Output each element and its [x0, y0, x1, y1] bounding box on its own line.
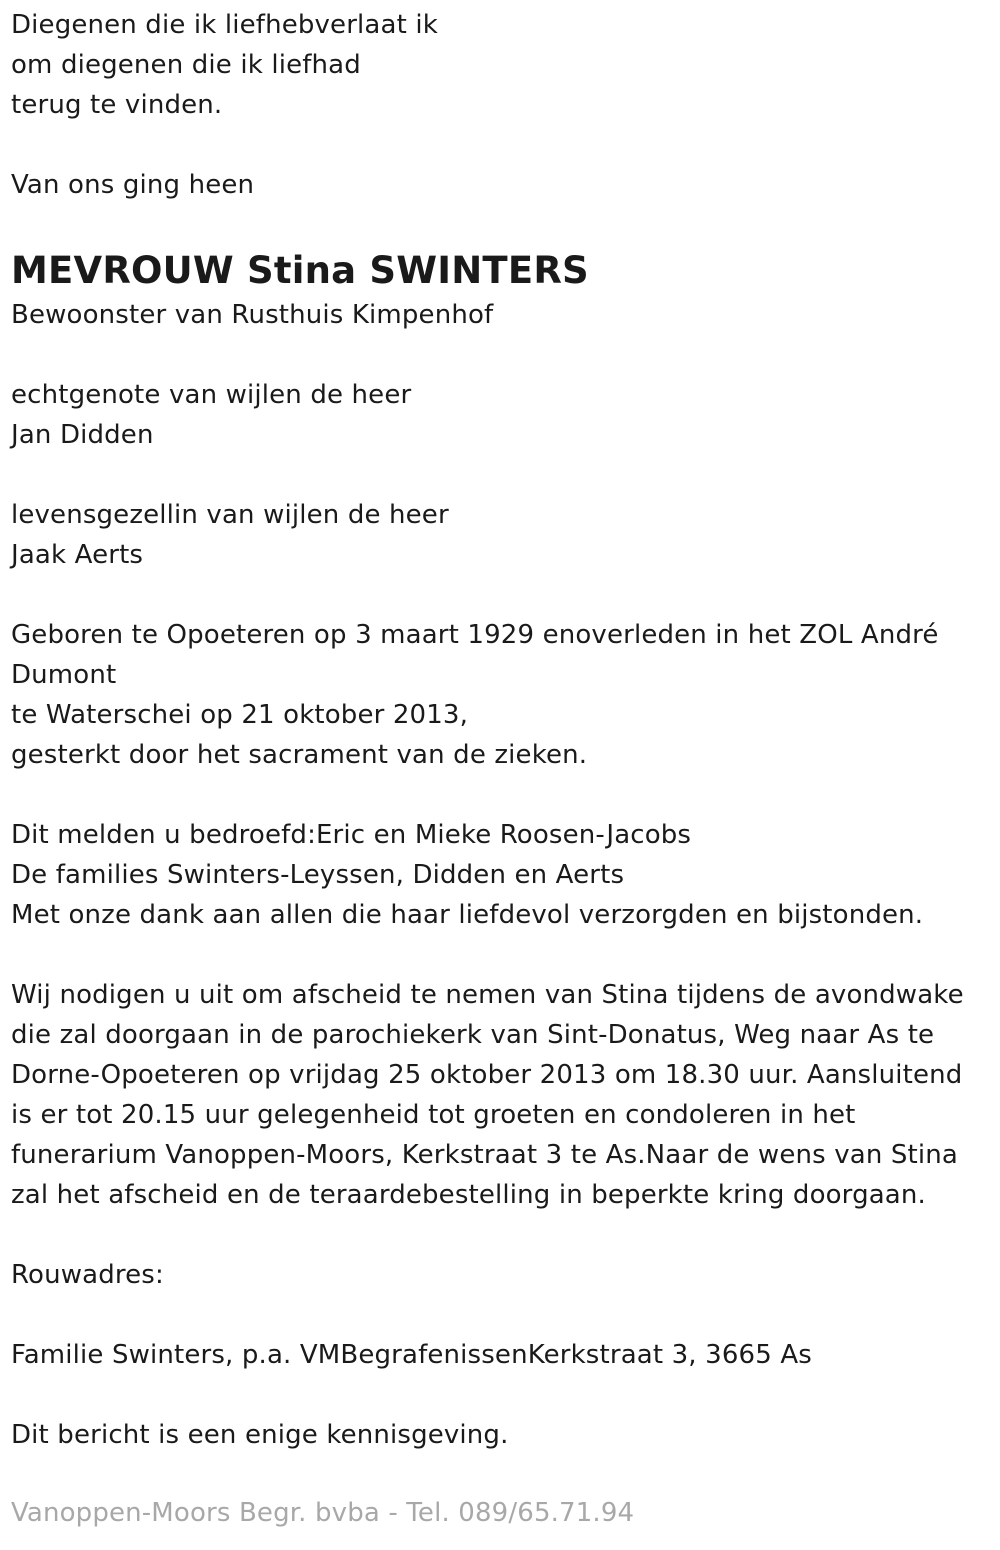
announcers-line-1: Dit melden u bedroefd:Eric en Mieke Roosen-Jacobs [11, 820, 692, 850]
farewell-line-5: funerarium Vanoppen-Moors, Kerkstraat 3 te As.Naar de wens van Stina [11, 1140, 958, 1170]
spacer [11, 335, 986, 375]
partner-name: Jaak Aerts [11, 540, 144, 570]
poem-line-3: terug te vinden. [11, 90, 223, 120]
notice-text: Dit bericht is een enige kennisgeving. [11, 1420, 509, 1450]
announcers-line-3: Met onze dank aan allen die haar liefdevol verzorgden en bijstonden. [11, 900, 924, 930]
farewell-line-1: Wij nodigen u uit om afscheid te nemen van Stina tijdens de avondwake [11, 980, 964, 1010]
address-label: Rouwadres: [11, 1260, 164, 1290]
spacer [11, 775, 986, 815]
spacer [11, 455, 986, 495]
deceased-residence: Bewoonster van Rusthuis Kimpenhof [11, 300, 494, 330]
address-value: Familie Swinters, p.a. VMBegrafenissenKerkstraat 3, 3665 As [11, 1340, 812, 1370]
funeral-home-footer: Vanoppen-Moors Begr. bvba - Tel. 089/65.71.94 [11, 1498, 635, 1528]
spacer [11, 1375, 986, 1415]
spacer [11, 125, 986, 165]
partner-label: levensgezellin van wijlen de heer [11, 500, 449, 530]
spacer [11, 575, 986, 615]
announcers-line-2: De families Swinters-Leyssen, Didden en Aerts [11, 860, 625, 890]
birth-death-line-4: gesterkt door het sacrament van de zieken. [11, 740, 588, 770]
deceased-name: MEVROUW Stina SWINTERS [11, 249, 589, 292]
farewell-line-2: die zal doorgaan in de parochiekerk van Sint-Donatus, Weg naar As te [11, 1020, 935, 1050]
intro-text: Van ons ging heen [11, 170, 255, 200]
spacer [11, 1295, 986, 1335]
birth-death-line-3: te Waterschei op 21 oktober 2013, [11, 700, 469, 730]
spouse-label: echtgenote van wijlen de heer [11, 380, 412, 410]
spacer [11, 205, 986, 245]
farewell-line-4: is er tot 20.15 uur gelegenheid tot groeten en condoleren in het [11, 1100, 856, 1130]
spacer [11, 935, 986, 975]
spouse-name: Jan Didden [11, 420, 154, 450]
obituary-document [11, 5, 986, 1455]
farewell-line-3: Dorne-Opoeteren op vrijdag 25 oktober 2013 om 18.30 uur. Aansluitend [11, 1060, 963, 1090]
poem-line-1: Diegenen die ik liefhebverlaat ik [11, 10, 438, 40]
spacer [11, 1215, 986, 1255]
birth-death-line-2: Dumont [11, 660, 117, 690]
farewell-line-6: zal het afscheid en de teraardebestelling in beperkte kring doorgaan. [11, 1180, 926, 1210]
birth-death-line-1: Geboren te Opoeteren op 3 maart 1929 enoverleden in het ZOL André [11, 620, 939, 650]
poem-line-2: om diegenen die ik liefhad [11, 50, 361, 80]
